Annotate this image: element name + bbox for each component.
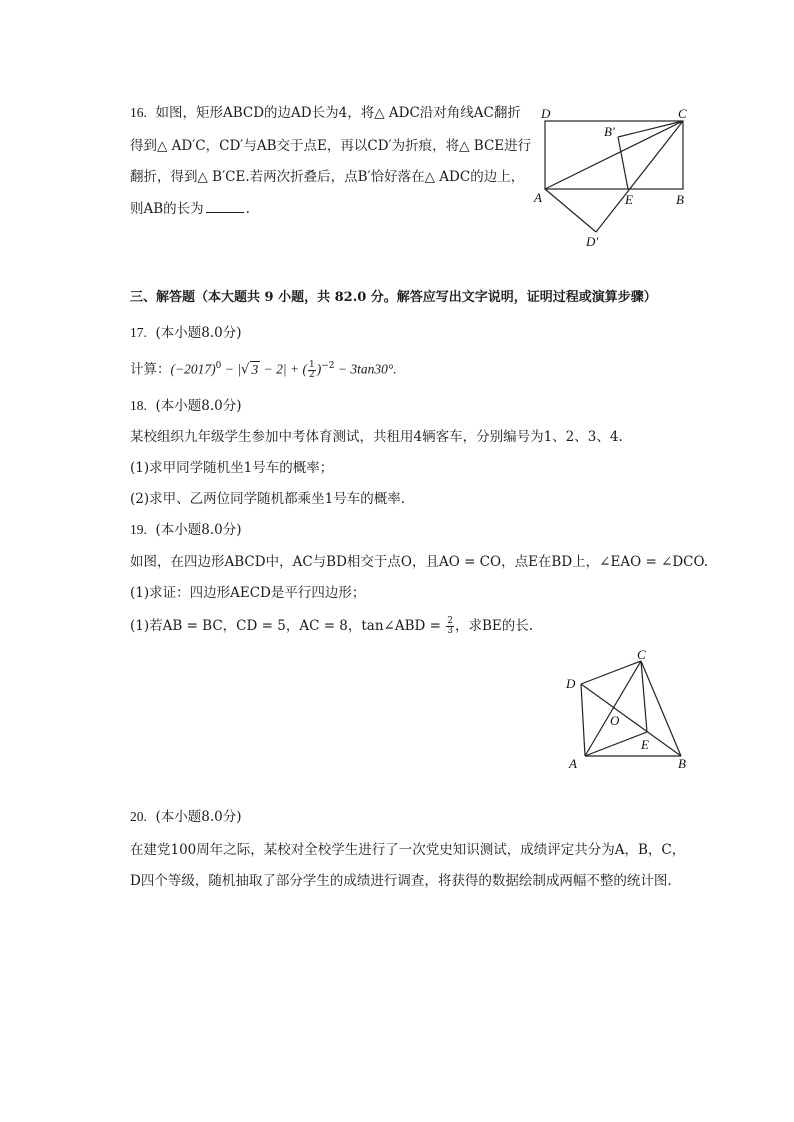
q18-header [130, 396, 241, 416]
q16-text-4: 则AB的长为 [130, 201, 204, 217]
q17-exponent-neg2: −2 [321, 361, 335, 371]
segment-b-prime-e [618, 137, 628, 189]
q17-points: (本小题8.0分) [155, 325, 242, 341]
q18-part2: (2)求甲、乙两位同学随机都乘坐1号车的概率. [130, 491, 406, 507]
segment-da [581, 684, 585, 756]
segment-cd [581, 661, 641, 684]
label-o: O [610, 713, 620, 728]
q19-frac-num: 2 [447, 616, 453, 626]
q17-term-d: ) [316, 361, 322, 377]
q20-header [130, 807, 241, 827]
q19-part2 [130, 616, 533, 636]
q19-number: 19. [130, 522, 147, 537]
q17-frac-den: 2 [308, 369, 315, 380]
q18-number: 18. [130, 398, 147, 413]
q16-number: 16. [130, 105, 147, 120]
q19-frac-den: 3 [447, 626, 453, 636]
segment-b-prime-c [618, 121, 683, 137]
q17-term-c: − 2| + ( [260, 361, 307, 377]
q20-line1: 在建党100周年之际，某校对全校学生进行了一次党史知识测试，成绩评定共分为A，B，C， [130, 842, 686, 858]
q19-header [130, 520, 241, 540]
q16-figure [534, 106, 704, 256]
q16-line2: 得到△ AD′C，CD′与AB交于点E，再以CD′为折痕，将△ BCE进行 [130, 138, 532, 154]
q17-number: 17. [130, 325, 147, 340]
q17-prefix: 计算： [130, 361, 171, 378]
q19-points: (本小题8.0分) [155, 522, 242, 538]
q16-line1 [130, 103, 521, 123]
q16-text-1: 如图，矩形ABCD的边AD长为4，将△ ADC沿对角线AC翻折 [155, 105, 521, 121]
q19-part2-end: ，求BE的长. [455, 618, 534, 634]
segment-ad-prime [545, 189, 596, 232]
q18-stem: 某校组织九年级学生参加中考体育测试，共租用4辆客车，分别编号为1、2、3、4. [130, 429, 623, 445]
q17-exponent-0: 0 [215, 361, 222, 371]
label-e: E [625, 192, 633, 207]
label-d: D [566, 676, 576, 691]
label-b: B [676, 192, 684, 207]
q20-points: (本小题8.0分) [155, 809, 242, 825]
q18-points: (本小题8.0分) [155, 398, 242, 414]
q17-header [130, 323, 241, 343]
label-b-prime: B′ [604, 124, 615, 139]
q17-frac-num: 1 [308, 359, 315, 370]
label-a: A [569, 756, 577, 771]
q19-stem: 如图，在四边形ABCD中，AC与BD相交于点O，且AO = CO，点E在BD上，∠EAO = ∠DCO. [130, 554, 709, 570]
q17-expression: 计算：$(-2017)^0$ − |√ 3 − 2| + ( $\frac{1}{2}$ )$^{-2}$ − 3tan30°. [130, 359, 397, 380]
q19-figure [564, 648, 704, 773]
q16-line3: 翻折，得到△ B′CE.若两次折叠后，点B′恰好落在△ ADC的边上， [130, 169, 525, 185]
answer-blank[interactable] [206, 198, 244, 213]
q19-part1: (1)求证：四边形AECD是平行四边形； [130, 585, 366, 601]
label-a: A [534, 190, 542, 205]
q17-term-a: (−2017) [170, 361, 216, 377]
label-b: B [678, 756, 686, 771]
label-c: C [678, 106, 687, 121]
segment-ae [585, 732, 647, 756]
q18-part1: (1)求甲同学随机坐1号车的概率； [130, 460, 334, 476]
diagonal-ac [585, 661, 641, 756]
q16-period: . [245, 201, 250, 217]
q19-fraction [446, 617, 454, 636]
q17-term-b: − | [221, 361, 241, 377]
label-d-prime: D′ [586, 234, 599, 249]
section-title: 三、解答题（本大题共 9 小题，共 82.0 分。解答应写出文字说明，证明过程或演算步骤） [130, 290, 657, 305]
q17-sqrt-arg: 3 [251, 361, 259, 377]
q20-number: 20. [130, 809, 147, 824]
q19-part2-text: (1)若AB = BC，CD = 5，AC = 8，tan∠ABD = [130, 618, 446, 634]
label-d: D [541, 106, 551, 121]
q17-fraction [308, 361, 316, 380]
label-c: C [637, 647, 646, 662]
q17-term-e: − 3tan30°. [334, 361, 397, 377]
q20-line2: D四个等级，随机抽取了部分学生的成绩进行调查，将获得的数据绘制成两幅不整的统计图. [130, 873, 672, 889]
label-e: E [641, 737, 649, 752]
q16-line4 [130, 198, 250, 219]
